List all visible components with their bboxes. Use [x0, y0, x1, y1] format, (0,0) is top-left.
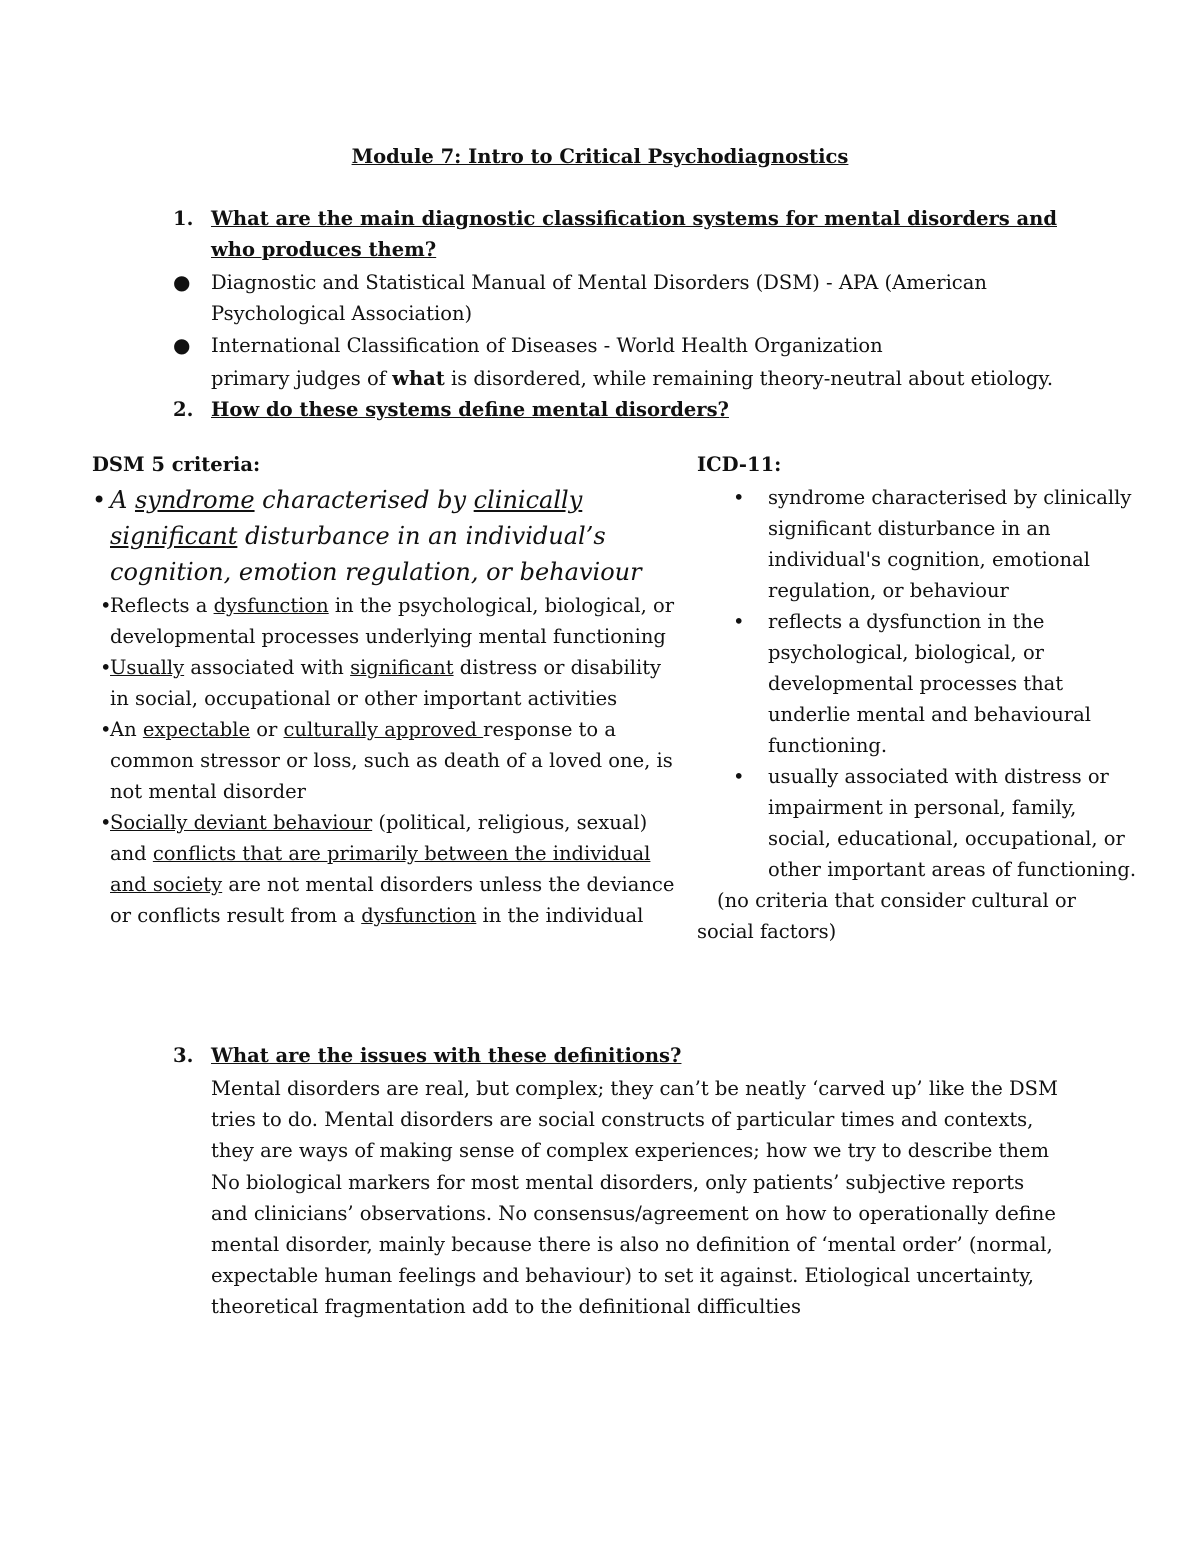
bullet-icon: ● [173, 270, 191, 294]
dsm-item-1 [92, 482, 682, 590]
dsm-item-3-text-b: associated with [184, 656, 351, 679]
dsm-item-4-text-c: or [250, 718, 284, 741]
icd-item-1-text: syndrome characterised by clinically significant disturbance in an individual's cognition, emotional regulation, or behaviour [768, 486, 1132, 602]
dsm-item-4-text-d: culturally approved [283, 718, 484, 741]
icd-item-2 [697, 606, 1137, 761]
bullet-icon: • [733, 486, 745, 509]
icd-item-1 [697, 482, 1137, 606]
dsm-item-5-text-c: conflicts that are primarily between the individual and society [110, 842, 651, 896]
icd-note: (no criteria that consider cultural or social factors) [697, 889, 1076, 943]
dsm-item-3-text-d: distress or disability in social, occupational or other important activities [110, 656, 662, 710]
icd-item-2-text: reflects a dysfunction in the psychological, biological, or developmental processes that underlie mental and behavioural functioning. [768, 610, 1091, 757]
bullet-icon: • [733, 765, 745, 788]
dsm-item-2 [92, 590, 682, 652]
bullet-icon: • [733, 610, 745, 633]
icd-criteria-column [697, 450, 1137, 947]
q1-bullet-1-text: Diagnostic and Statistical Manual of Mental Disorders (DSM) - APA (American Psychological Association) [211, 271, 987, 325]
dsm-item-2-text-a: Reflects a [110, 594, 214, 617]
dsm-item-5 [92, 807, 682, 931]
q1-bullet-2 [173, 330, 1031, 361]
dsm-item-1-text-c: characterised by [254, 486, 474, 514]
dsm-item-1-text-d: clinically significant [110, 486, 583, 550]
page-title: Module 7: Intro to Critical Psychodiagnostics [351, 145, 849, 168]
dsm-item-4-text-a: An [110, 718, 143, 741]
dsm-item-4-text-e: response to a common stressor or loss, such as death of a loved one, is not mental disorder [110, 718, 673, 803]
dsm-item-1-text-a: A [110, 486, 135, 514]
q1-note-prefix: primary judges of [211, 367, 393, 390]
dsm-item-5-text-f: in the individual [476, 904, 644, 927]
dsm-item-4 [92, 714, 682, 807]
bullet-icon: • [92, 486, 107, 514]
icd-item-3 [697, 761, 1137, 885]
dsm-item-1-text-b: syndrome [134, 486, 255, 514]
icd-heading: ICD-11: [697, 453, 782, 476]
question-2-text: How do these systems define mental disorders? [211, 398, 729, 421]
question-1-text: What are the main diagnostic classification systems for mental disorders and who produces them? [211, 207, 1057, 261]
icd-item-3-text: usually associated with distress or impairment in personal, family, social, educational, occupational, or other important areas of functioning. [768, 765, 1137, 881]
q1-note-suffix: is disordered, while remaining theory-neutral about etiology. [444, 367, 1054, 390]
question-3 [173, 1040, 1071, 1071]
answer-paragraph-1: Mental disorders are real, but complex; they can’t be neatly ‘carved up’ like the DSM tries to do. Mental disorders are social constructs of particular times and contexts, they are ways of making sense of complex experiences; how we try to describe them [211, 1077, 1058, 1163]
question-3-answer [211, 1073, 1061, 1323]
dsm-item-2-text-c: in the psychological, biological, or developmental processes underlying mental functioning [110, 594, 675, 648]
question-3-number: 3. [173, 1044, 194, 1067]
question-1-number: 1. [173, 207, 194, 230]
q1-bullet-1 [173, 267, 1031, 329]
question-3-text: What are the issues with these definitions? [211, 1044, 682, 1067]
bullet-icon: • [100, 718, 112, 741]
bullet-icon: • [100, 594, 112, 617]
q1-note-bold: what [392, 367, 445, 390]
q1-bullet-2-text: International Classification of Diseases - World Health Organization [211, 334, 883, 357]
dsm-item-3 [92, 652, 682, 714]
dsm-item-5-text-d: are not mental disorders unless the deviance or conflicts result from a [110, 873, 675, 927]
bullet-icon: • [100, 656, 112, 679]
dsm-criteria-column [92, 450, 682, 931]
bullet-icon: ● [173, 333, 191, 357]
question-2 [173, 394, 1071, 425]
q1-note [211, 363, 1071, 394]
bullet-icon: • [100, 811, 112, 834]
question-2-number: 2. [173, 398, 194, 421]
answer-paragraph-2: No biological markers for most mental disorders, only patients’ subjective reports and clinicians’ observations. No consensus/agreement on how to operationally define mental disorder, mainly because there is also no definition of ‘mental order’ (normal, expectable human feelings and behaviour) to set it against. Etiological uncertainty, theoretical fragmentation add to the definitional difficulties [211, 1170, 1056, 1319]
question-1 [173, 203, 1071, 265]
dsm-item-3-text-a: Usually [110, 656, 185, 679]
dsm-item-3-text-c: significant [350, 656, 454, 679]
dsm-item-4-text-b: expectable [142, 718, 251, 741]
dsm-item-1-text-e: disturbance in an individual’s cognition, emotion regulation, or behaviour [110, 522, 642, 586]
dsm-heading: DSM 5 criteria: [92, 453, 261, 476]
dsm-item-5-text-b: (political, religious, sexual) and [110, 811, 648, 865]
dsm-item-5-text-e: dysfunction [361, 904, 477, 927]
dsm-item-5-text-a: Socially deviant behaviour [110, 811, 373, 834]
dsm-item-2-text-b: dysfunction [213, 594, 329, 617]
